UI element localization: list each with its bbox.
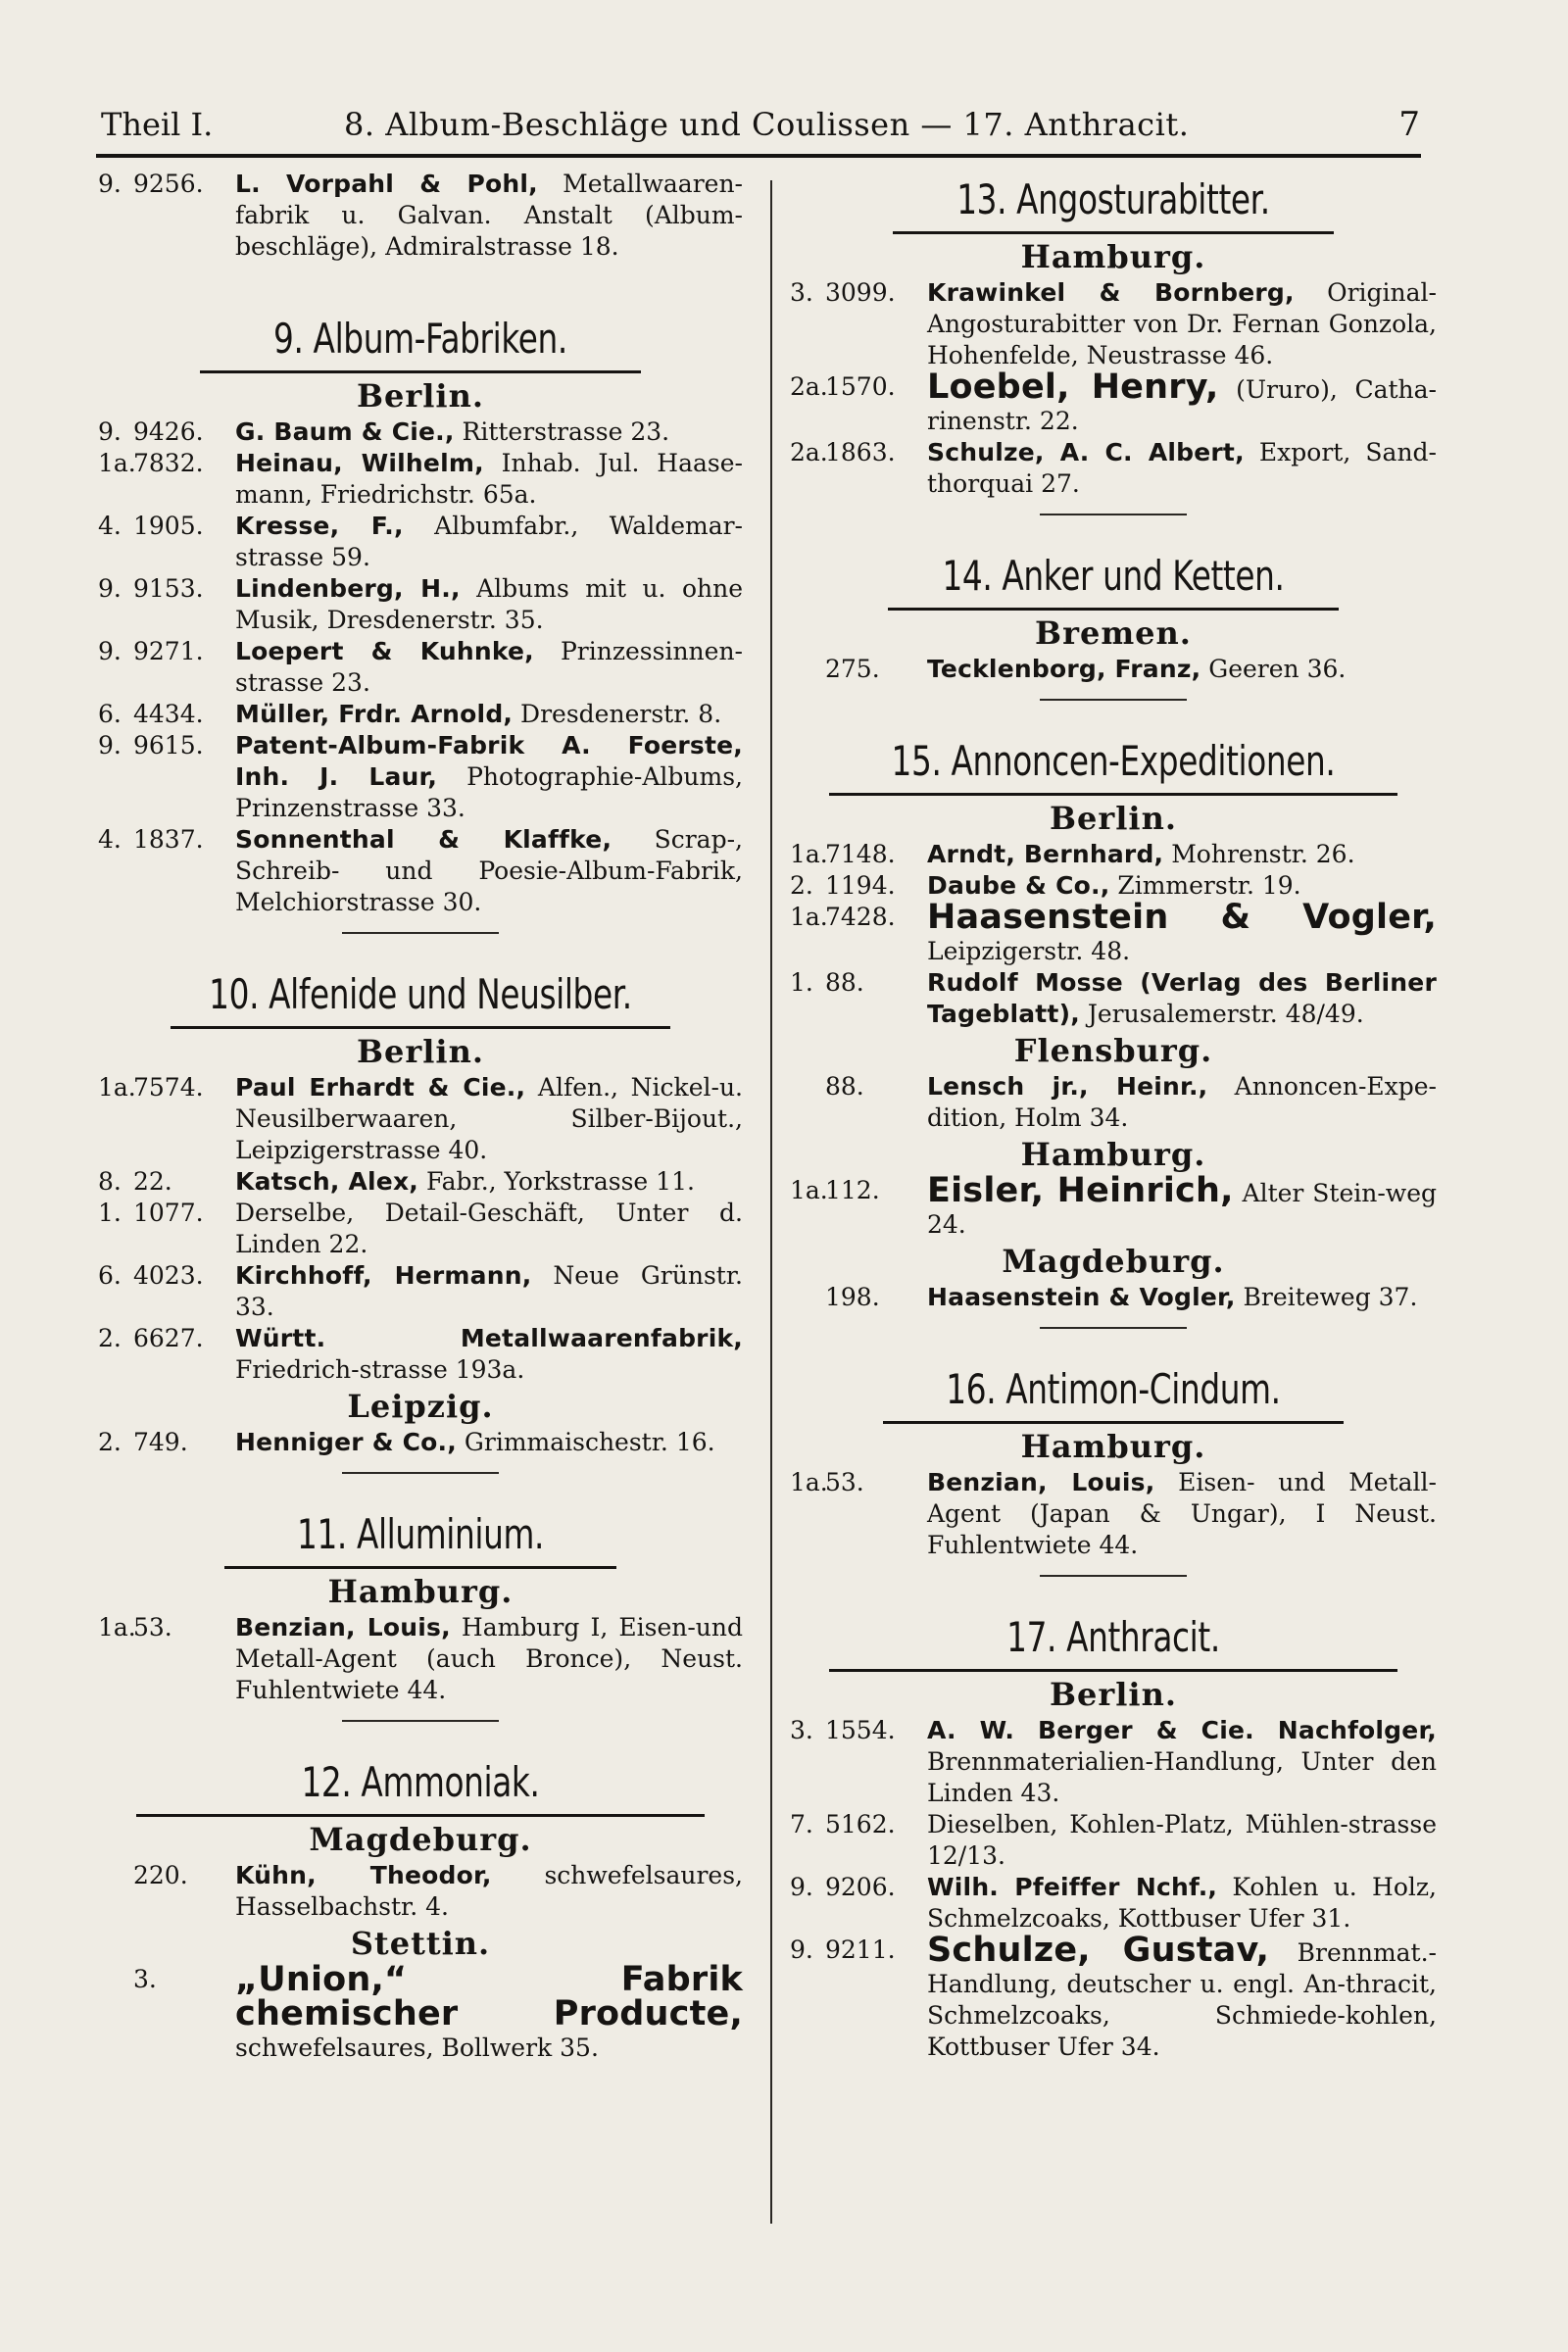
section-rule bbox=[893, 231, 1334, 234]
section-rule bbox=[224, 1566, 616, 1569]
list-item bbox=[790, 898, 1437, 967]
divider bbox=[1040, 1575, 1187, 1577]
firm-description: Ritterstrasse 23. bbox=[454, 417, 670, 446]
list-item bbox=[98, 573, 743, 636]
firm-name: Schulze, A. C. Albert, bbox=[927, 438, 1245, 466]
list-item bbox=[790, 1931, 1437, 2063]
list-item: 9. 9256. L. Vorpahl & Pohl, Metallwaaren-fabrik u. Galvan. Anstalt (Album-beschläge), Admiralstrasse 18. bbox=[98, 170, 743, 261]
firm-description: Breiteweg 37. bbox=[1235, 1283, 1418, 1311]
entry-number: 9. 9211. bbox=[790, 1936, 896, 1964]
list-item bbox=[790, 1171, 1437, 1241]
firm-description: Annoncen-Expe-dition, Holm 34. bbox=[927, 1072, 1437, 1132]
entry-number: 7. 5162. bbox=[790, 1810, 896, 1838]
list-item bbox=[790, 1809, 1437, 1872]
firm-name: Haasenstein & Vogler, bbox=[927, 1283, 1236, 1311]
firm-name: Katsch, Alex, bbox=[235, 1167, 418, 1196]
firm-name: Arndt, Bernhard, bbox=[927, 840, 1164, 868]
firm-description: Fabr., Yorkstrasse 11. bbox=[418, 1167, 695, 1196]
right-column bbox=[790, 169, 1437, 2063]
entry-number: 1a.53. bbox=[790, 1468, 864, 1496]
firm-description: Friedrich-strasse 193a. bbox=[235, 1355, 525, 1384]
list-item bbox=[98, 730, 743, 824]
city-heading: Hamburg. bbox=[327, 1573, 514, 1610]
firm-name: Benzian, Louis, bbox=[235, 1613, 451, 1642]
section-title: 9. Album-Fabriken. bbox=[273, 315, 567, 363]
section-rule bbox=[888, 608, 1339, 611]
divider bbox=[342, 932, 499, 934]
firm-description: Albumfabr., Waldemar-strasse 59. bbox=[235, 512, 743, 571]
firm-description: Photographie-Albums, Prinzenstrasse 33. bbox=[235, 762, 743, 822]
firm-name: Kirchhoff, Hermann, bbox=[235, 1261, 532, 1290]
divider bbox=[1040, 699, 1187, 701]
firm-description: Jerusalemerstr. 48/49. bbox=[1079, 1000, 1364, 1028]
section-title: 16. Antimon-Cindum. bbox=[946, 1365, 1281, 1413]
list-item bbox=[790, 368, 1437, 437]
entry-number: 3. 1554. bbox=[790, 1716, 896, 1744]
entry-number: 8. 22. bbox=[98, 1167, 172, 1196]
firm-description: Neue Grünstr. 33. bbox=[235, 1261, 743, 1321]
entry-number: 4. 1905. bbox=[98, 512, 204, 540]
entry-number: 2. 1194. bbox=[790, 871, 896, 900]
firm-description: Inhab. Jul. Haase-mann, Friedrichstr. 65a. bbox=[235, 449, 743, 509]
firm-description: Geeren 36. bbox=[1200, 655, 1347, 683]
city-heading: Flensburg. bbox=[1013, 1032, 1213, 1069]
list-item bbox=[98, 448, 743, 511]
city-heading: Berlin. bbox=[1050, 800, 1177, 837]
list-item bbox=[790, 839, 1437, 870]
list-item bbox=[98, 699, 743, 730]
firm-name: Wilh. Pfeiffer Nchf., bbox=[927, 1873, 1218, 1901]
list-item bbox=[790, 654, 1437, 685]
firm-name: Kühn, Theodor, bbox=[235, 1861, 492, 1889]
firm-name: Henniger & Co., bbox=[235, 1428, 457, 1456]
firm-name: Rudolf Mosse (Verlag des Berliner Tageblatt), bbox=[927, 968, 1437, 1028]
firm-description: Mohrenstr. 26. bbox=[1163, 840, 1355, 868]
list-item bbox=[98, 1612, 743, 1706]
entry-number: 1. 1077. bbox=[98, 1199, 204, 1227]
list-item bbox=[98, 1323, 743, 1386]
section-title: 12. Ammoniak. bbox=[301, 1758, 540, 1806]
page-number: 7 bbox=[1398, 105, 1420, 144]
firm-description: Prinzessinnen-strasse 23. bbox=[235, 637, 743, 697]
list-item bbox=[790, 1715, 1437, 1809]
list-item bbox=[790, 1872, 1437, 1935]
firm-name: Haasenstein & Vogler, bbox=[927, 898, 1437, 937]
firm-description: Kohlen u. Holz, Schmelzcoaks, Kottbuser Ufer 31. bbox=[927, 1873, 1438, 1933]
section-title: 14. Anker und Ketten. bbox=[942, 552, 1285, 600]
section-rule bbox=[829, 1669, 1397, 1672]
firm-name: „Union,“ Fabrik chemischer Producte, bbox=[235, 1960, 743, 2034]
firm-name: Daube & Co., bbox=[927, 871, 1110, 900]
entry-number: 4. 1837. bbox=[98, 825, 204, 854]
firm-description: schwefelsaures, Hasselbachstr. 4. bbox=[235, 1861, 743, 1921]
section-title: 10. Alfenide und Neusilber. bbox=[209, 970, 632, 1018]
list-item bbox=[98, 1960, 743, 2064]
section-rule bbox=[829, 793, 1397, 796]
entry-number: 6. 4023. bbox=[98, 1261, 204, 1290]
entry-number: 88. bbox=[825, 1072, 864, 1101]
section-title: 11. Alluminium. bbox=[296, 1510, 545, 1558]
firm-name: Krawinkel & Bornberg, bbox=[927, 278, 1295, 307]
list-item bbox=[98, 1198, 743, 1260]
entry-number: 3. 3099. bbox=[790, 278, 896, 307]
entry-number: 1a.7574. bbox=[98, 1073, 204, 1102]
city-heading: Hamburg. bbox=[1020, 1136, 1206, 1173]
list-item bbox=[790, 1467, 1437, 1561]
firm-description: Original-Angosturabitter von Dr. Fernan Gonzola, Hohenfelde, Neustrasse 46. bbox=[927, 278, 1437, 369]
firm-description: (Ururo), Catha-rinenstr. 22. bbox=[927, 375, 1437, 435]
list-item bbox=[790, 1282, 1437, 1313]
entry-number: 220. bbox=[133, 1861, 188, 1889]
section-title: 15. Annoncen-Expeditionen. bbox=[891, 737, 1336, 785]
firm-description: Eisen- und Metall-Agent (Japan & Ungar), I Neust. Fuhlentwiete 44. bbox=[927, 1468, 1437, 1559]
firm-name: Sonnenthal & Klaffke, bbox=[235, 825, 612, 854]
running-head bbox=[101, 100, 1424, 149]
left-column bbox=[98, 169, 743, 2064]
firm-name: Eisler, Heinrich, bbox=[927, 1171, 1234, 1210]
firm-description: Grimmaischestr. 16. bbox=[456, 1428, 715, 1456]
city-heading: Hamburg. bbox=[1020, 238, 1206, 275]
list-item bbox=[98, 824, 743, 918]
entry-number: 1a.112. bbox=[790, 1176, 880, 1204]
entry-number: 275. bbox=[825, 655, 880, 683]
city-heading: Magdeburg. bbox=[1002, 1243, 1225, 1280]
firm-name: Lensch jr., Heinr., bbox=[927, 1072, 1208, 1101]
firm-name: Heinau, Wilhelm, bbox=[235, 449, 484, 477]
firm-name: G. Baum & Cie., bbox=[235, 417, 455, 446]
entry-number: 6. 4434. bbox=[98, 700, 204, 728]
header-rule bbox=[96, 154, 1421, 158]
firm-name: Paul Erhardt & Cie., bbox=[235, 1073, 526, 1102]
firm-name: Müller, Frdr. Arnold, bbox=[235, 700, 514, 728]
entry-number: 2a.1863. bbox=[790, 438, 896, 466]
city-heading: Hamburg. bbox=[1020, 1428, 1206, 1465]
firm-description: Dresdenerstr. 8. bbox=[513, 700, 722, 728]
section-rule bbox=[883, 1421, 1344, 1424]
firm-description: Hamburg I, Eisen-und Metall-Agent (auch Bronce), Neust. Fuhlentwiete 44. bbox=[235, 1613, 743, 1704]
firm-description: Brennmat.-Handlung, deutscher u. engl. An-thracit, Schmelzcoaks, Schmiede-kohlen, Kottbuser Ufer 34. bbox=[927, 1938, 1437, 2061]
section-title: 13. Angosturabitter. bbox=[956, 175, 1270, 223]
list-item bbox=[790, 437, 1437, 500]
firm-name: Patent-Album-Fabrik A. Foerste, Inh. J. Laur, bbox=[235, 731, 743, 791]
entry-number: 9. 9615. bbox=[98, 731, 204, 760]
list-item bbox=[98, 1427, 743, 1458]
firm-description: Scrap-, Schreib- und Poesie-Album-Fabrik, Melchiorstrasse 30. bbox=[235, 825, 743, 916]
section-rule bbox=[136, 1814, 705, 1817]
entry-number: 9. 9426. bbox=[98, 417, 204, 446]
entry-number: 1. 88. bbox=[790, 968, 864, 997]
firm-description: Export, Sand-thorquai 27. bbox=[927, 438, 1438, 498]
city-heading: Leipzig. bbox=[347, 1388, 494, 1425]
firm-name: Tecklenborg, Franz, bbox=[927, 655, 1201, 683]
firm-description: Leipzigerstr. 48. bbox=[927, 937, 1131, 965]
city-heading: Bremen. bbox=[1035, 614, 1192, 652]
list-item bbox=[790, 277, 1437, 371]
firm-description: Brennmaterialien-Handlung, Unter den Linden 43. bbox=[927, 1747, 1437, 1807]
entry-number: 198. bbox=[825, 1283, 880, 1311]
firm-name: Württ. Metallwaarenfabrik, bbox=[235, 1324, 743, 1352]
firm-description: Dieselben, Kohlen-Platz, Mühlen-strasse 12/13. bbox=[927, 1810, 1437, 1870]
entry-number: 9. 9153. bbox=[98, 574, 204, 603]
list-item bbox=[790, 1071, 1437, 1134]
firm-description: Derselbe, Detail-Geschäft, Unter d. Linden 22. bbox=[235, 1199, 743, 1258]
list-item bbox=[790, 967, 1437, 1030]
entry-number: 1a.53. bbox=[98, 1613, 172, 1642]
firm-description: schwefelsaures, Bollwerk 35. bbox=[235, 2034, 599, 2062]
section-title: 17. Anthracit. bbox=[1006, 1613, 1220, 1661]
firm-name: Kresse, F., bbox=[235, 512, 404, 540]
list-item bbox=[98, 511, 743, 573]
firm-name: Benzian, Louis, bbox=[927, 1468, 1155, 1496]
section-rule bbox=[200, 370, 641, 373]
entry-number: 9. 9206. bbox=[790, 1873, 896, 1901]
list-item bbox=[98, 636, 743, 699]
firm-name: A. W. Berger & Cie. Nachfolger, bbox=[927, 1716, 1437, 1744]
city-heading: Stettin. bbox=[350, 1925, 491, 1962]
firm-name: Loepert & Kuhnke, bbox=[235, 637, 534, 665]
list-item bbox=[98, 1860, 743, 1923]
divider bbox=[1040, 1327, 1187, 1329]
firm-description: Albums mit u. ohne Musik, Dresdenerstr. 35. bbox=[235, 574, 744, 634]
column-divider bbox=[770, 180, 772, 2224]
entry-number: 2a.1570. bbox=[790, 372, 896, 401]
firm-description: Zimmerstr. 19. bbox=[1109, 871, 1301, 900]
entry-number: 3. bbox=[133, 1965, 157, 1993]
entry-number: 2. 749. bbox=[98, 1428, 188, 1456]
entry-number: 1a.7428. bbox=[790, 903, 896, 931]
firm-name: Schulze, Gustav, bbox=[927, 1931, 1270, 1970]
city-heading: Magdeburg. bbox=[309, 1821, 532, 1858]
divider bbox=[1040, 514, 1187, 515]
firm-description: Alter Stein-weg 24. bbox=[927, 1179, 1437, 1239]
part-label: Theil I. bbox=[101, 106, 214, 143]
list-item bbox=[98, 1072, 743, 1166]
firm-name: Lindenberg, H., bbox=[235, 574, 461, 603]
entry-number: 1a.7832. bbox=[98, 449, 204, 477]
section-rule bbox=[171, 1026, 670, 1029]
city-heading: Berlin. bbox=[1050, 1676, 1177, 1713]
firm-description: Alfen., Nickel-u. Neusilberwaaren, Silber-Bijout., Leipzigerstrasse 40. bbox=[235, 1073, 743, 1164]
entry-number: 9. 9271. bbox=[98, 637, 204, 665]
entry-number: 2. 6627. bbox=[98, 1324, 204, 1352]
firm-name: Loebel, Henry, bbox=[927, 368, 1219, 407]
running-title: 8. Album-Beschläge und Coulissen — 17. Anthracit. bbox=[344, 106, 1190, 143]
list-item bbox=[98, 1260, 743, 1323]
city-heading: Berlin. bbox=[357, 377, 484, 415]
city-heading: Berlin. bbox=[357, 1033, 484, 1070]
entry-number: 1a.7148. bbox=[790, 840, 896, 868]
divider bbox=[342, 1472, 499, 1474]
list-item bbox=[98, 1166, 743, 1198]
divider bbox=[342, 1720, 499, 1722]
list-item bbox=[98, 416, 743, 448]
